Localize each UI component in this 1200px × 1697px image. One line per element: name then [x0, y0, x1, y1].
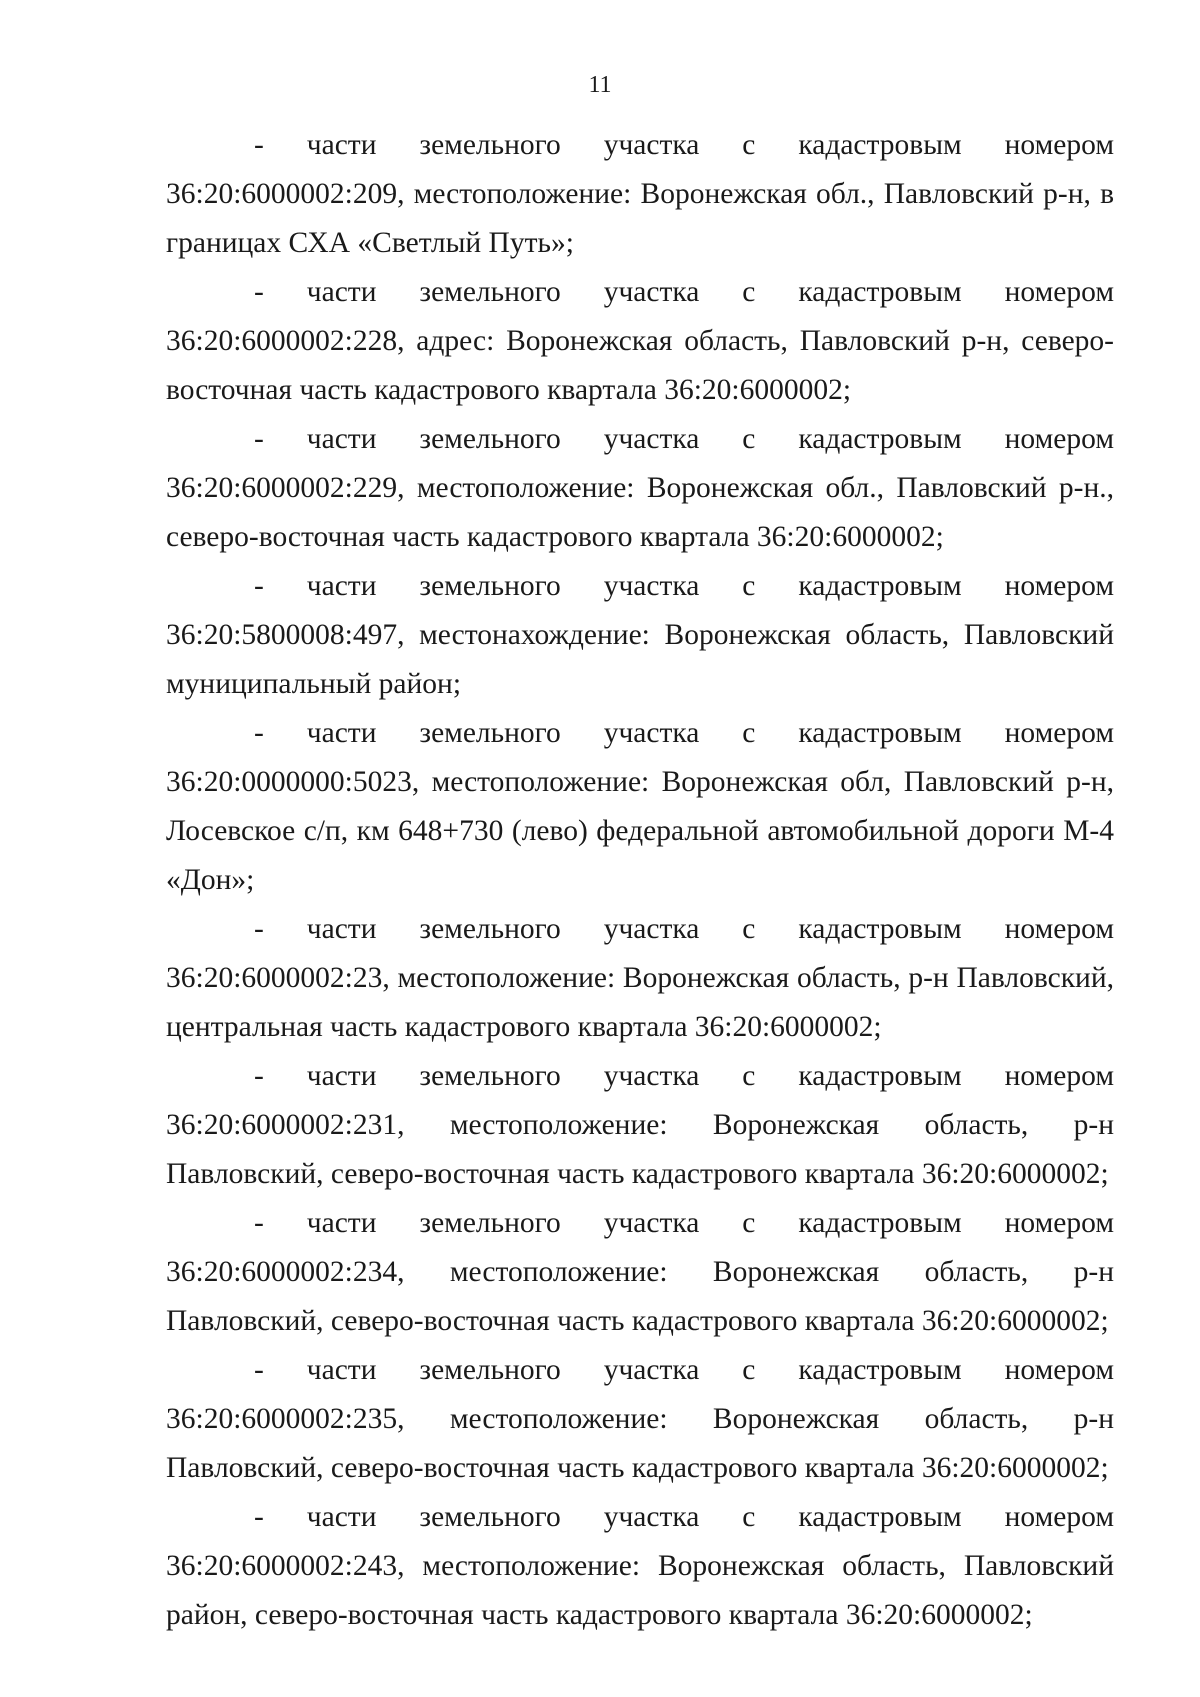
- list-item-plot-243: - части земельного участка с кадастровым номером 36:20:6000002:243, местоположение: Воронежская область, Павловский район, северо-восточная часть кадастрового квартала 36:20:6000002;: [166, 1501, 1114, 1631]
- list-item-plot-23: - части земельного участка с кадастровым номером 36:20:6000002:23, местоположение: Воронежская область, р-н Павловский, центральная часть кадастрового квартала 36:20:6000002;: [166, 913, 1114, 1043]
- list-item-plot-235: - части земельного участка с кадастровым номером 36:20:6000002:235, местоположение: Воронежская область, р-н Павловский, северо-восточная часть кадастрового квартала 36:20:6000002;: [166, 1354, 1114, 1484]
- list-item-plot-209: - части земельного участка с кадастровым номером 36:20:6000002:209, местоположение: Воронежская обл., Павловский р-н, в границах СХА «Светлый Путь»;: [166, 129, 1114, 259]
- list-item-plot-234: - части земельного участка с кадастровым номером 36:20:6000002:234, местоположение: Воронежская область, р-н Павловский, северо-восточная часть кадастрового квартала 36:20:6000002;: [166, 1207, 1114, 1337]
- list-item-plot-5023: - части земельного участка с кадастровым номером 36:20:0000000:5023, местоположение: Воронежская обл, Павловский р-н, Лосевское с/п, км 648+730 (лево) федеральной автомобильной дороги М-4 «Дон»;: [166, 717, 1114, 896]
- list-item-plot-228: - части земельного участка с кадастровым номером 36:20:6000002:228, адрес: Воронежская область, Павловский р-н, северо-восточная часть кадастрового квартала 36:20:6000002;: [166, 276, 1114, 406]
- document-body: [166, 121, 1114, 1640]
- list-item-plot-229: - части земельного участка с кадастровым номером 36:20:6000002:229, местоположение: Воронежская обл., Павловский р-н., северо-восточная часть кадастрового квартала 36:20:6000002;: [166, 423, 1114, 553]
- page-number: 11: [588, 72, 612, 98]
- list-item-plot-231: - части земельного участка с кадастровым номером 36:20:6000002:231, местоположение: Воронежская область, р-н Павловский, северо-восточная часть кадастрового квартала 36:20:6000002;: [166, 1060, 1114, 1190]
- list-item-plot-497: - части земельного участка с кадастровым номером 36:20:5800008:497, местонахождение: Воронежская область, Павловский муниципальный район;: [166, 570, 1114, 700]
